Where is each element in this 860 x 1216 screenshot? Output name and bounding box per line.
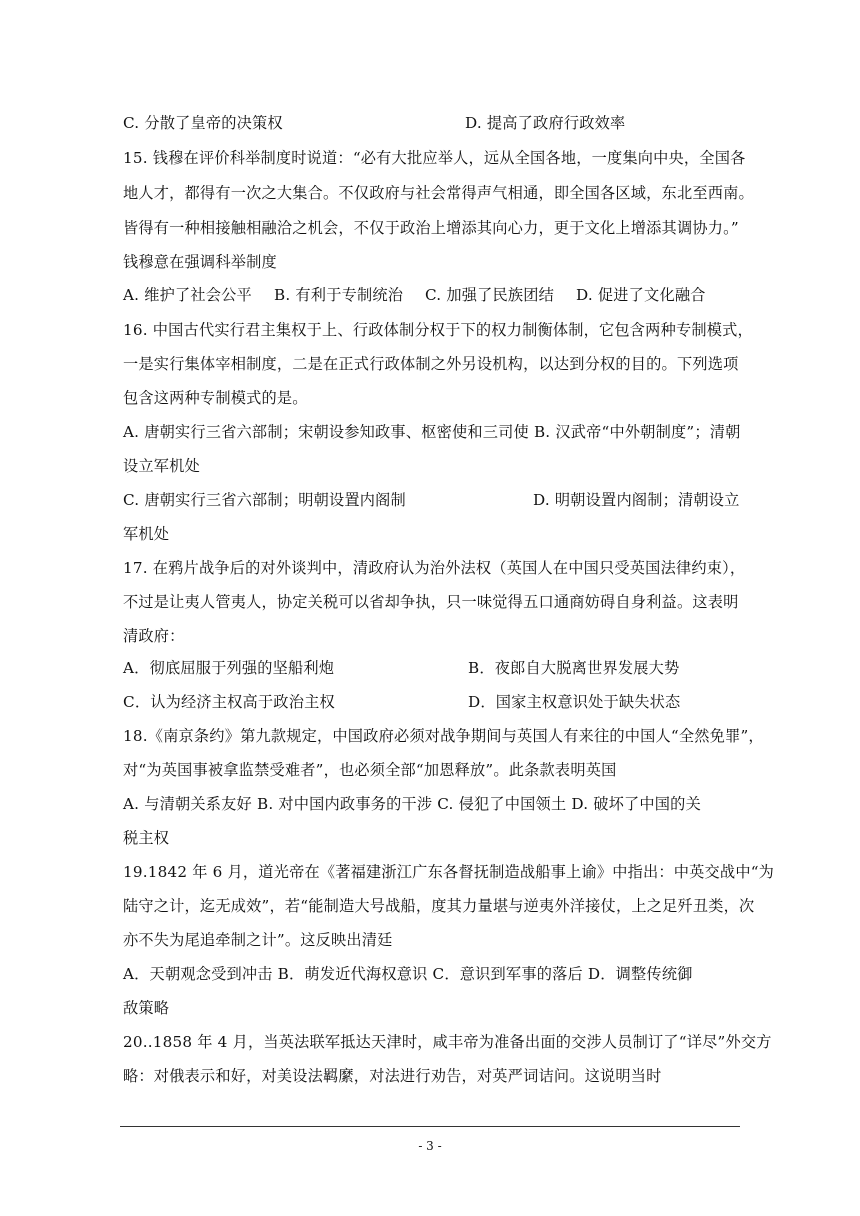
q20-stem-line-1: 20..1858 年 4 月，当英法联军抵达天津时，咸丰帝为准备出面的交涉人员制订了“详尽”外交方 (123, 1033, 772, 1051)
q15-stem-line-2: 地人才，都得有一次之大集合。不仅政府与社会常得声气相通，即全国各区域，东北至西南。 (123, 184, 754, 202)
q15-option-a: A. 维护了社会公平 (123, 286, 252, 304)
q16-option-d-cont: 军机处 (123, 525, 170, 543)
q17-stem-line-2: 不过是让夷人管夷人，协定关税可以省却争执，只一味觉得五口通商妨碍自身利益。这表明 (123, 593, 739, 611)
q16-option-c: C. 唐朝实行三省六部制；明朝设置内阁制 (123, 491, 406, 509)
q19-stem-line-1: 19.1842 年 6 月，道光帝在《著福建浙江广东各督抚制造战船事上谕》中指出：中英交战中“为 (123, 863, 775, 881)
q17-option-a: A．彻底屈服于列强的坚船利炮 (123, 659, 335, 677)
q17-options-row-ab (123, 658, 743, 678)
q14-options-row (123, 113, 743, 133)
q18-stem-line-1: 18.《南京条约》第九款规定，中国政府必须对战争期间与英国人有来往的中国人“全然免罪”， (123, 727, 764, 745)
q16-stem-line-2: 一是实行集体宰相制度，二是在正式行政体制之外另设机构，以达到分权的目的。下列选项 (123, 355, 739, 373)
q16-option-b-cont: 设立军机处 (123, 457, 200, 475)
q19-stem-line-3: 亦不失为尾追牵制之计”。这反映出清廷 (123, 931, 393, 949)
q18-options-row: A. 与清朝关系友好 B. 对中国内政事务的干涉 C. 侵犯了中国领土 D. 破坏了中国的关 (123, 795, 701, 813)
q19-stem-line-2: 陆守之计，迄无成效”，若“能制造大号战船，度其力量堪与逆夷外洋接仗，上之足歼丑类，次 (123, 897, 755, 915)
q17-option-d: D．国家主权意识处于缺失状态 (468, 693, 681, 711)
q17-option-c: C．认为经济主权高于政治主权 (123, 693, 335, 711)
q14-option-c: C. 分散了皇帝的决策权 (123, 114, 283, 132)
q18-stem-line-2: 对“为英国事被拿监禁受难者”，也必须全部“加恩释放”。此条款表明英国 (123, 761, 617, 779)
q19-options-row: A．天朝观念受到冲击 B．萌发近代海权意识 C．意识到军事的落后 D．调整传统御 (123, 965, 693, 983)
q16-option-a-b: A. 唐朝实行三省六部制；宋朝设参知政事、枢密使和三司使 B. 汉武帝“中外朝制度”；清朝 (123, 423, 741, 441)
q17-options-row-cd (123, 692, 743, 712)
page-number: - 3 - (418, 1139, 442, 1153)
q15-stem-line-1: 15. 钱穆在评价科举制度时说道：“必有大批应举人，远从全国各地，一度集向中央，全国各 (123, 149, 746, 167)
q17-option-b: B．夜郎自大脱离世界发展大势 (468, 659, 680, 677)
q17-stem-line-1: 17. 在鸦片战争后的对外谈判中，清政府认为治外法权（英国人在中国只受英国法律约束）， (123, 559, 746, 577)
q19-option-d-cont: 敌策略 (123, 999, 170, 1017)
q18-option-d-cont: 税主权 (123, 829, 170, 847)
q17-stem-line-3: 清政府： (123, 627, 185, 645)
q16-stem-line-1: 16. 中国古代实行君主集权于上、行政体制分权于下的权力制衡体制，它包含两种专制模式， (123, 321, 753, 339)
q15-option-b: B. 有利于专制统治 (274, 286, 404, 304)
q15-option-c: C. 加强了民族团结 (425, 286, 555, 304)
q16-option-d: D. 明朝设置内阁制；清朝设立 (533, 491, 740, 509)
footer-divider (120, 1126, 740, 1127)
q15-stem-line-4: 钱穆意在强调科举制度 (123, 253, 277, 271)
q20-stem-line-2: 略：对俄表示和好，对美设法羁縻，对法进行劝告，对英严词诘问。这说明当时 (123, 1067, 662, 1085)
q15-option-d: D. 促进了文化融合 (576, 286, 706, 304)
q14-option-d: D. 提高了政府行政效率 (465, 114, 626, 132)
q15-stem-line-3: 皆得有一种相接触相融洽之机会，不仅于政治上增添其向心力，更于文化上增添其调协力。” (123, 219, 739, 237)
q16-options-row-cd (123, 490, 743, 510)
q16-stem-line-3: 包含这两种专制模式的是。 (123, 389, 308, 407)
